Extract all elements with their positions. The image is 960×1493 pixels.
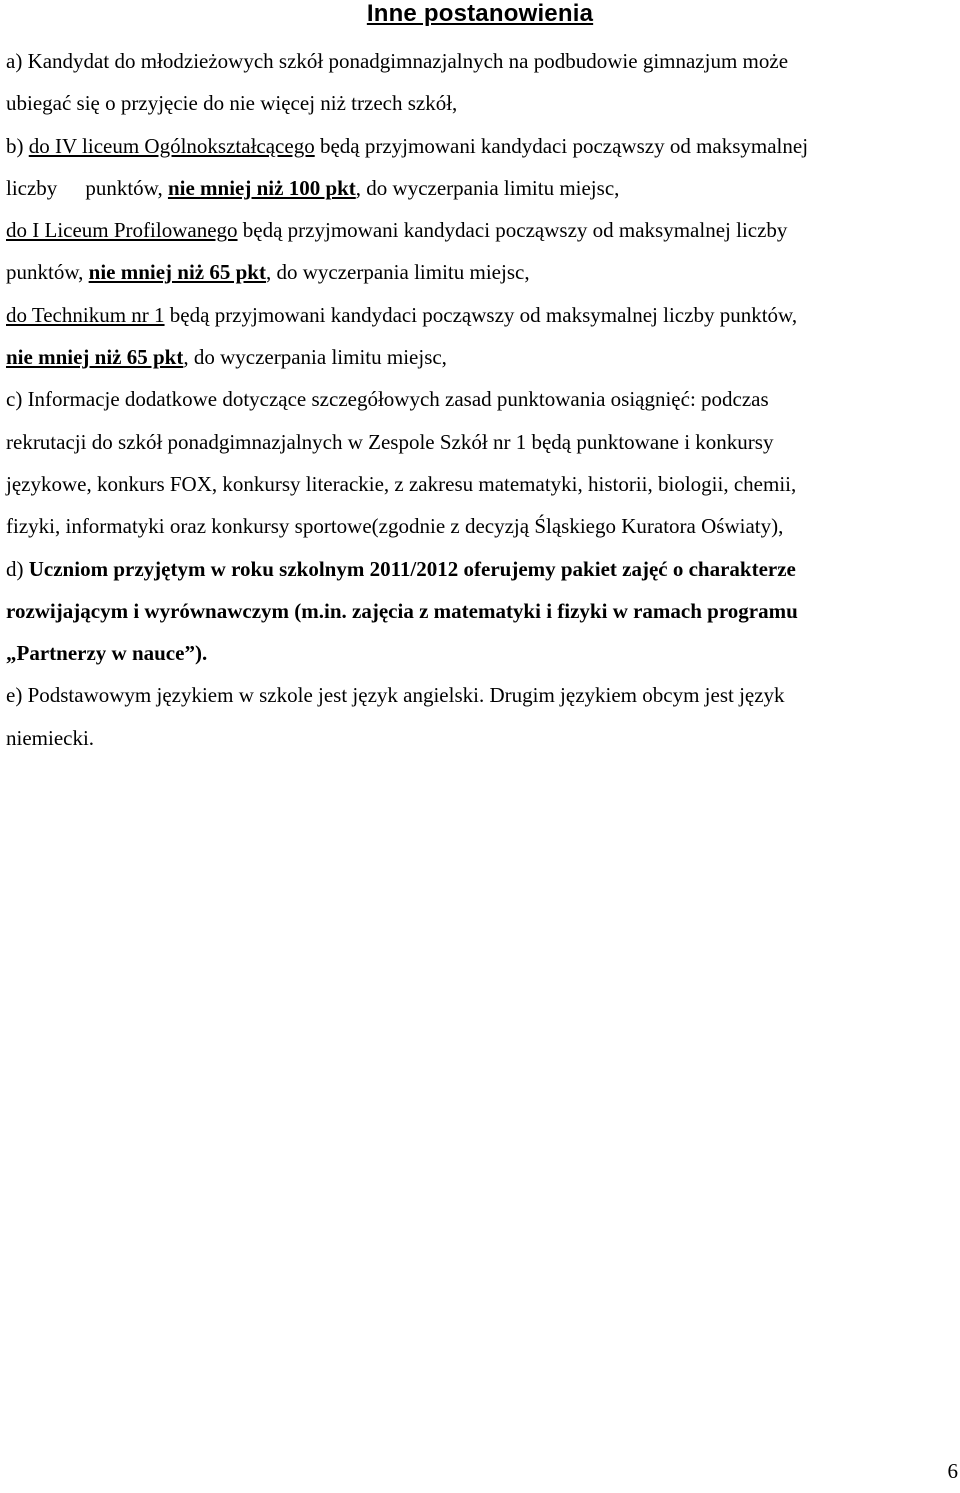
item-c-line-1: c) Informacje dodatkowe dotyczące szczegółowych zasad punktowania osiągnięć: podczas — [6, 387, 769, 412]
item-b-prefix: b) — [6, 133, 29, 158]
item-b-text: , do wyczerpania limitu miejsc, — [265, 260, 530, 285]
page-title: Inne postanowienia — [366, 0, 594, 27]
item-b-text: będą przyjmowani kandydaci począwszy od maksymalnej liczby punktów, — [164, 302, 798, 327]
item-d-text: Uczniom przyjętym w roku szkolnym 2011/2012 oferujemy pakiet zajęć o charakterze — [28, 556, 796, 581]
school-i-lp: do I Liceum Profilowanego — [6, 218, 238, 243]
school-technikum: do Technikum nr 1 — [6, 302, 165, 327]
item-b-line-4 — [6, 251, 956, 293]
item-a-text-1: a) Kandydat do młodzieżowych szkół ponadgimnazjalnych na podbudowie gimnazjum może — [6, 49, 789, 73]
item-b-text: będą przyjmowani kandydaci począwszy od maksymalnej — [314, 133, 809, 158]
threshold-65: nie mniej niż 65 pkt — [6, 345, 184, 370]
item-d-line-2: rozwijającym i wyrównawczym (m.in. zajęcia z matematyki i fizyki w ramach programu — [6, 598, 798, 623]
points-word: punktów, — [6, 260, 89, 285]
item-e-line-1: e) Podstawowym językiem w szkole jest język angielski. Drugim językiem obcym jest język — [6, 683, 785, 708]
item-b-line-5 — [6, 294, 956, 336]
page-number: 6 — [947, 1459, 958, 1483]
item-b-text: będą przyjmowani kandydaci począwszy od maksymalnej liczby — [237, 218, 788, 243]
item-b-text: , do wyczerpania limitu miejsc, — [183, 345, 447, 370]
item-c-line-3: językowe, konkurs FOX, konkursy literackie, z zakresu matematyki, historii, biologii, chemii, — [6, 471, 797, 496]
item-b-line-6 — [6, 336, 956, 378]
item-d-line-1 — [6, 548, 956, 590]
item-c-line-4: fizyki, informatyki oraz konkursy sportowe(zgodnie z decyzją Śląskiego Kuratora Oświaty), — [6, 514, 784, 539]
item-c-line-2: rekrutacji do szkół ponadgimnazjalnych w Zespole Szkół nr 1 będą punktowane i konkursy — [6, 429, 774, 454]
threshold-65: nie mniej niż 65 pkt — [88, 260, 266, 285]
item-b-line-2: liczby punktów, nie mniej niż 100 pkt, do wyczerpania limitu miejsc, — [6, 175, 620, 200]
item-e-line-2: niemiecki. — [6, 725, 95, 750]
item-b-line-1 — [6, 125, 956, 167]
item-d-line-3: „Partnerzy w nauce”). — [6, 641, 208, 666]
item-b-text: , do wyczerpania limitu miejsc, — [355, 175, 620, 200]
points-word: punktów, — [85, 175, 168, 200]
document-body — [6, 40, 956, 759]
item-a-text-2: ubiegać się o przyjęcie do nie więcej niż trzech szkół, — [6, 91, 458, 116]
school-iv-lo: do IV liceum Ogólnokształcącego — [28, 133, 315, 158]
item-b-line-3 — [6, 209, 956, 251]
item-d-prefix: d) — [6, 556, 29, 581]
item-a-line-2 — [6, 82, 956, 124]
item-a-line-1 — [6, 40, 956, 82]
threshold-100: nie mniej niż 100 pkt — [167, 175, 356, 200]
